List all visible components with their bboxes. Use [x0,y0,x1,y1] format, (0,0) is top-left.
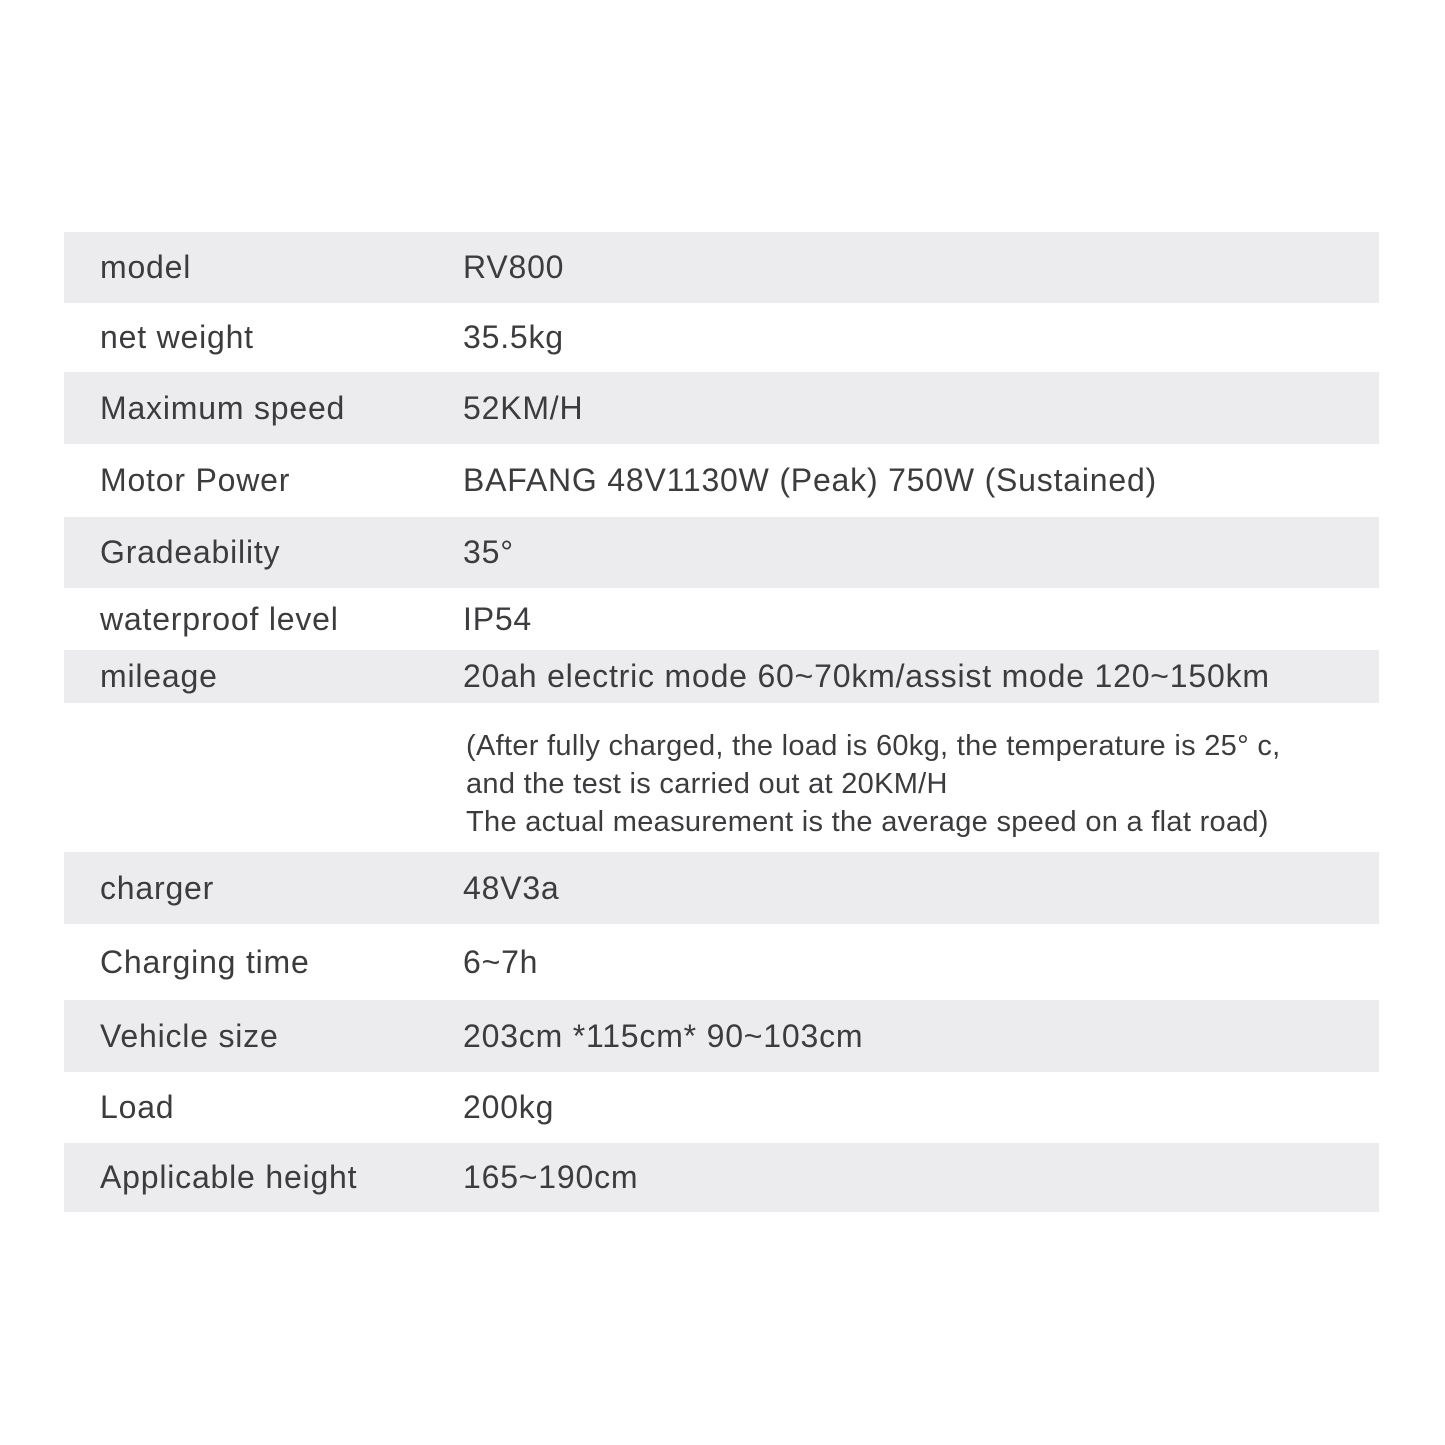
spec-row-model [64,232,1379,303]
spec-label-waterproof-level: waterproof level [100,600,339,637]
note-line-3: The actual measurement is the average speed on a flat road) [466,806,1269,838]
spec-value-gradeability: 35° [463,534,514,570]
spec-value-load: 200kg [463,1089,555,1125]
mileage-test-note [466,703,1281,841]
spec-value-model: RV800 [463,249,565,285]
spec-value-charger: 48V3a [463,869,560,906]
spec-value-net-weight: 35.5kg [463,319,564,355]
spec-value-mileage: 20ah electric mode 60~70km/assist mode 120~150km [463,658,1270,694]
spec-row-applicable-height [64,1143,1379,1212]
spec-label-applicable-height: Applicable height [100,1159,358,1195]
spec-row-load [64,1072,1379,1143]
spec-row-maximum-speed [64,372,1379,444]
spec-label-mileage: mileage [100,658,218,694]
spec-label-maximum-speed: Maximum speed [100,389,346,426]
spec-value-waterproof-level: IP54 [463,600,533,637]
spec-row-net-weight [64,303,1379,372]
spec-row-mileage-note [64,703,1379,852]
spec-table [64,232,1379,1212]
spec-value-maximum-speed: 52KM/H [463,389,584,426]
spec-row-vehicle-size [64,1000,1379,1072]
spec-label-model: model [100,249,192,285]
spec-label-motor-power: Motor Power [100,462,291,498]
spec-label-vehicle-size: Vehicle size [100,1017,279,1054]
spec-label-load: Load [100,1089,175,1125]
spec-row-motor-power [64,444,1379,517]
spec-value-motor-power: BAFANG 48V1130W (Peak) 750W (Sustained) [463,462,1158,498]
note-line-2: and the test is carried out at 20KM/H [466,768,948,800]
spec-row-waterproof-level [64,588,1379,650]
spec-row-charging-time [64,924,1379,1000]
spec-label-gradeability: Gradeability [100,534,281,570]
spec-value-applicable-height: 165~190cm [463,1159,639,1195]
spec-row-mileage [64,650,1379,703]
note-line-1: (After fully charged, the load is 60kg, the temperature is 25° c, [466,730,1281,762]
spec-label-charging-time: Charging time [100,943,310,980]
spec-label-net-weight: net weight [100,319,254,355]
spec-row-gradeability [64,517,1379,588]
spec-row-charger [64,852,1379,924]
spec-value-charging-time: 6~7h [463,943,539,980]
spec-label-charger: charger [100,869,215,906]
spec-value-vehicle-size: 203cm *115cm* 90~103cm [463,1017,864,1054]
